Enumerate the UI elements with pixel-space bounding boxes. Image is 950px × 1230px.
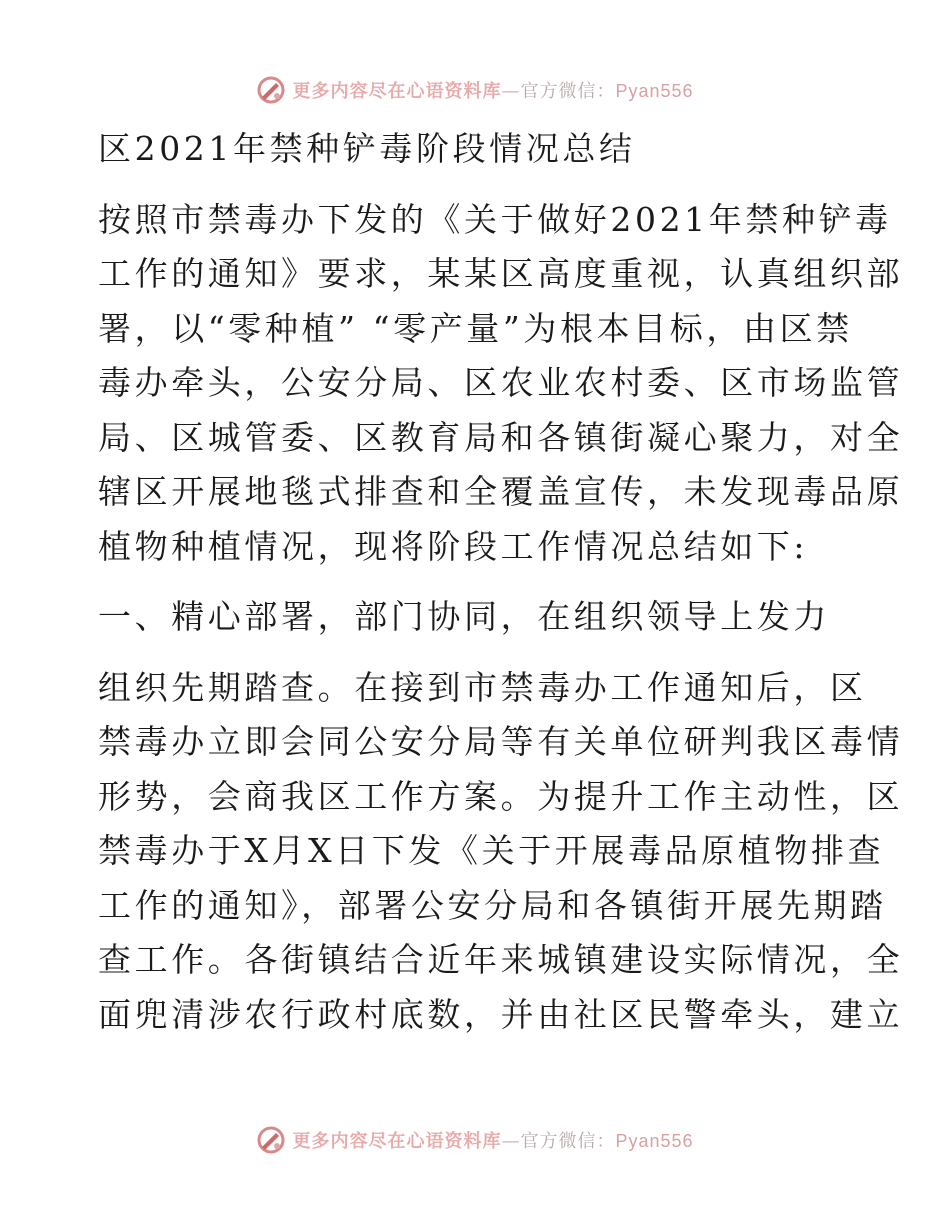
paragraph-line: 组织先期踏查。在接到市禁毒办工作通知后，区 <box>98 667 867 707</box>
watermark-official: 官方微信： <box>520 81 616 102</box>
paragraph-line: 形势，会商我区工作方案。为提升工作主动性，区 <box>98 776 904 816</box>
document-body <box>98 122 904 1042</box>
paragraph-line: 禁毒办于X月X日下发《关于开展毒品原植物排查 <box>98 831 885 870</box>
paragraph-line: 署，以“零种植” “零产量”为根本目标，由区禁 <box>98 308 853 348</box>
watermark-brand: 更多内容尽在心语资料库 <box>292 81 502 102</box>
watermark-bottom <box>0 1120 950 1160</box>
watermark-logo-icon <box>256 1125 286 1155</box>
watermark-account: Pyan556 <box>615 81 694 101</box>
paragraph-line: 禁毒办立即会同公安分局等有关单位研判我区毒情 <box>98 722 904 761</box>
watermark-separator: — <box>501 1131 521 1152</box>
paragraph-line: 辖区开展地毯式排查和全覆盖宣传，未发现毒品原 <box>98 472 904 511</box>
paragraph-line: 面兜清涉农行政村底数，并由社区民警牵头，建立 <box>98 994 904 1034</box>
watermark-account: Pyan556 <box>615 1131 694 1151</box>
paragraph-line: 毒办牵头，公安分局、区农业农村委、区市场监管 <box>98 363 904 402</box>
watermark-top <box>0 70 950 110</box>
paragraph-line: 工作的通知》要求，某某区高度重视，认真组织部 <box>98 254 904 293</box>
watermark-separator: — <box>501 81 521 102</box>
paragraph-line: 工作的通知》，部署公安分局和各镇街开展先期踏 <box>98 885 887 925</box>
paragraph-line: 查工作。各街镇结合近年来城镇建设实际情况，全 <box>98 940 904 979</box>
paragraph-2 <box>98 661 904 1043</box>
paragraph-line: 植物种植情况，现将阶段工作情况总结如下: <box>98 526 809 566</box>
document-title: 区2021年禁种铲毒阶段情况总结 <box>98 129 636 168</box>
paragraph-line: 按照市禁毒办下发的《关于做好2021年禁种铲毒 <box>98 199 892 239</box>
watermark-official: 官方微信： <box>520 1131 616 1152</box>
section-heading: 一、精心部署，部门协同，在组织领导上发力 <box>98 597 830 636</box>
paragraph-line: 局、区城管委、区教育局和各镇街凝心聚力，对全 <box>98 417 904 457</box>
watermark-brand: 更多内容尽在心语资料库 <box>292 1131 502 1152</box>
watermark-text <box>292 1127 693 1153</box>
watermark-text <box>292 77 693 103</box>
paragraph-1 <box>98 193 904 575</box>
watermark-logo-icon <box>256 75 286 105</box>
